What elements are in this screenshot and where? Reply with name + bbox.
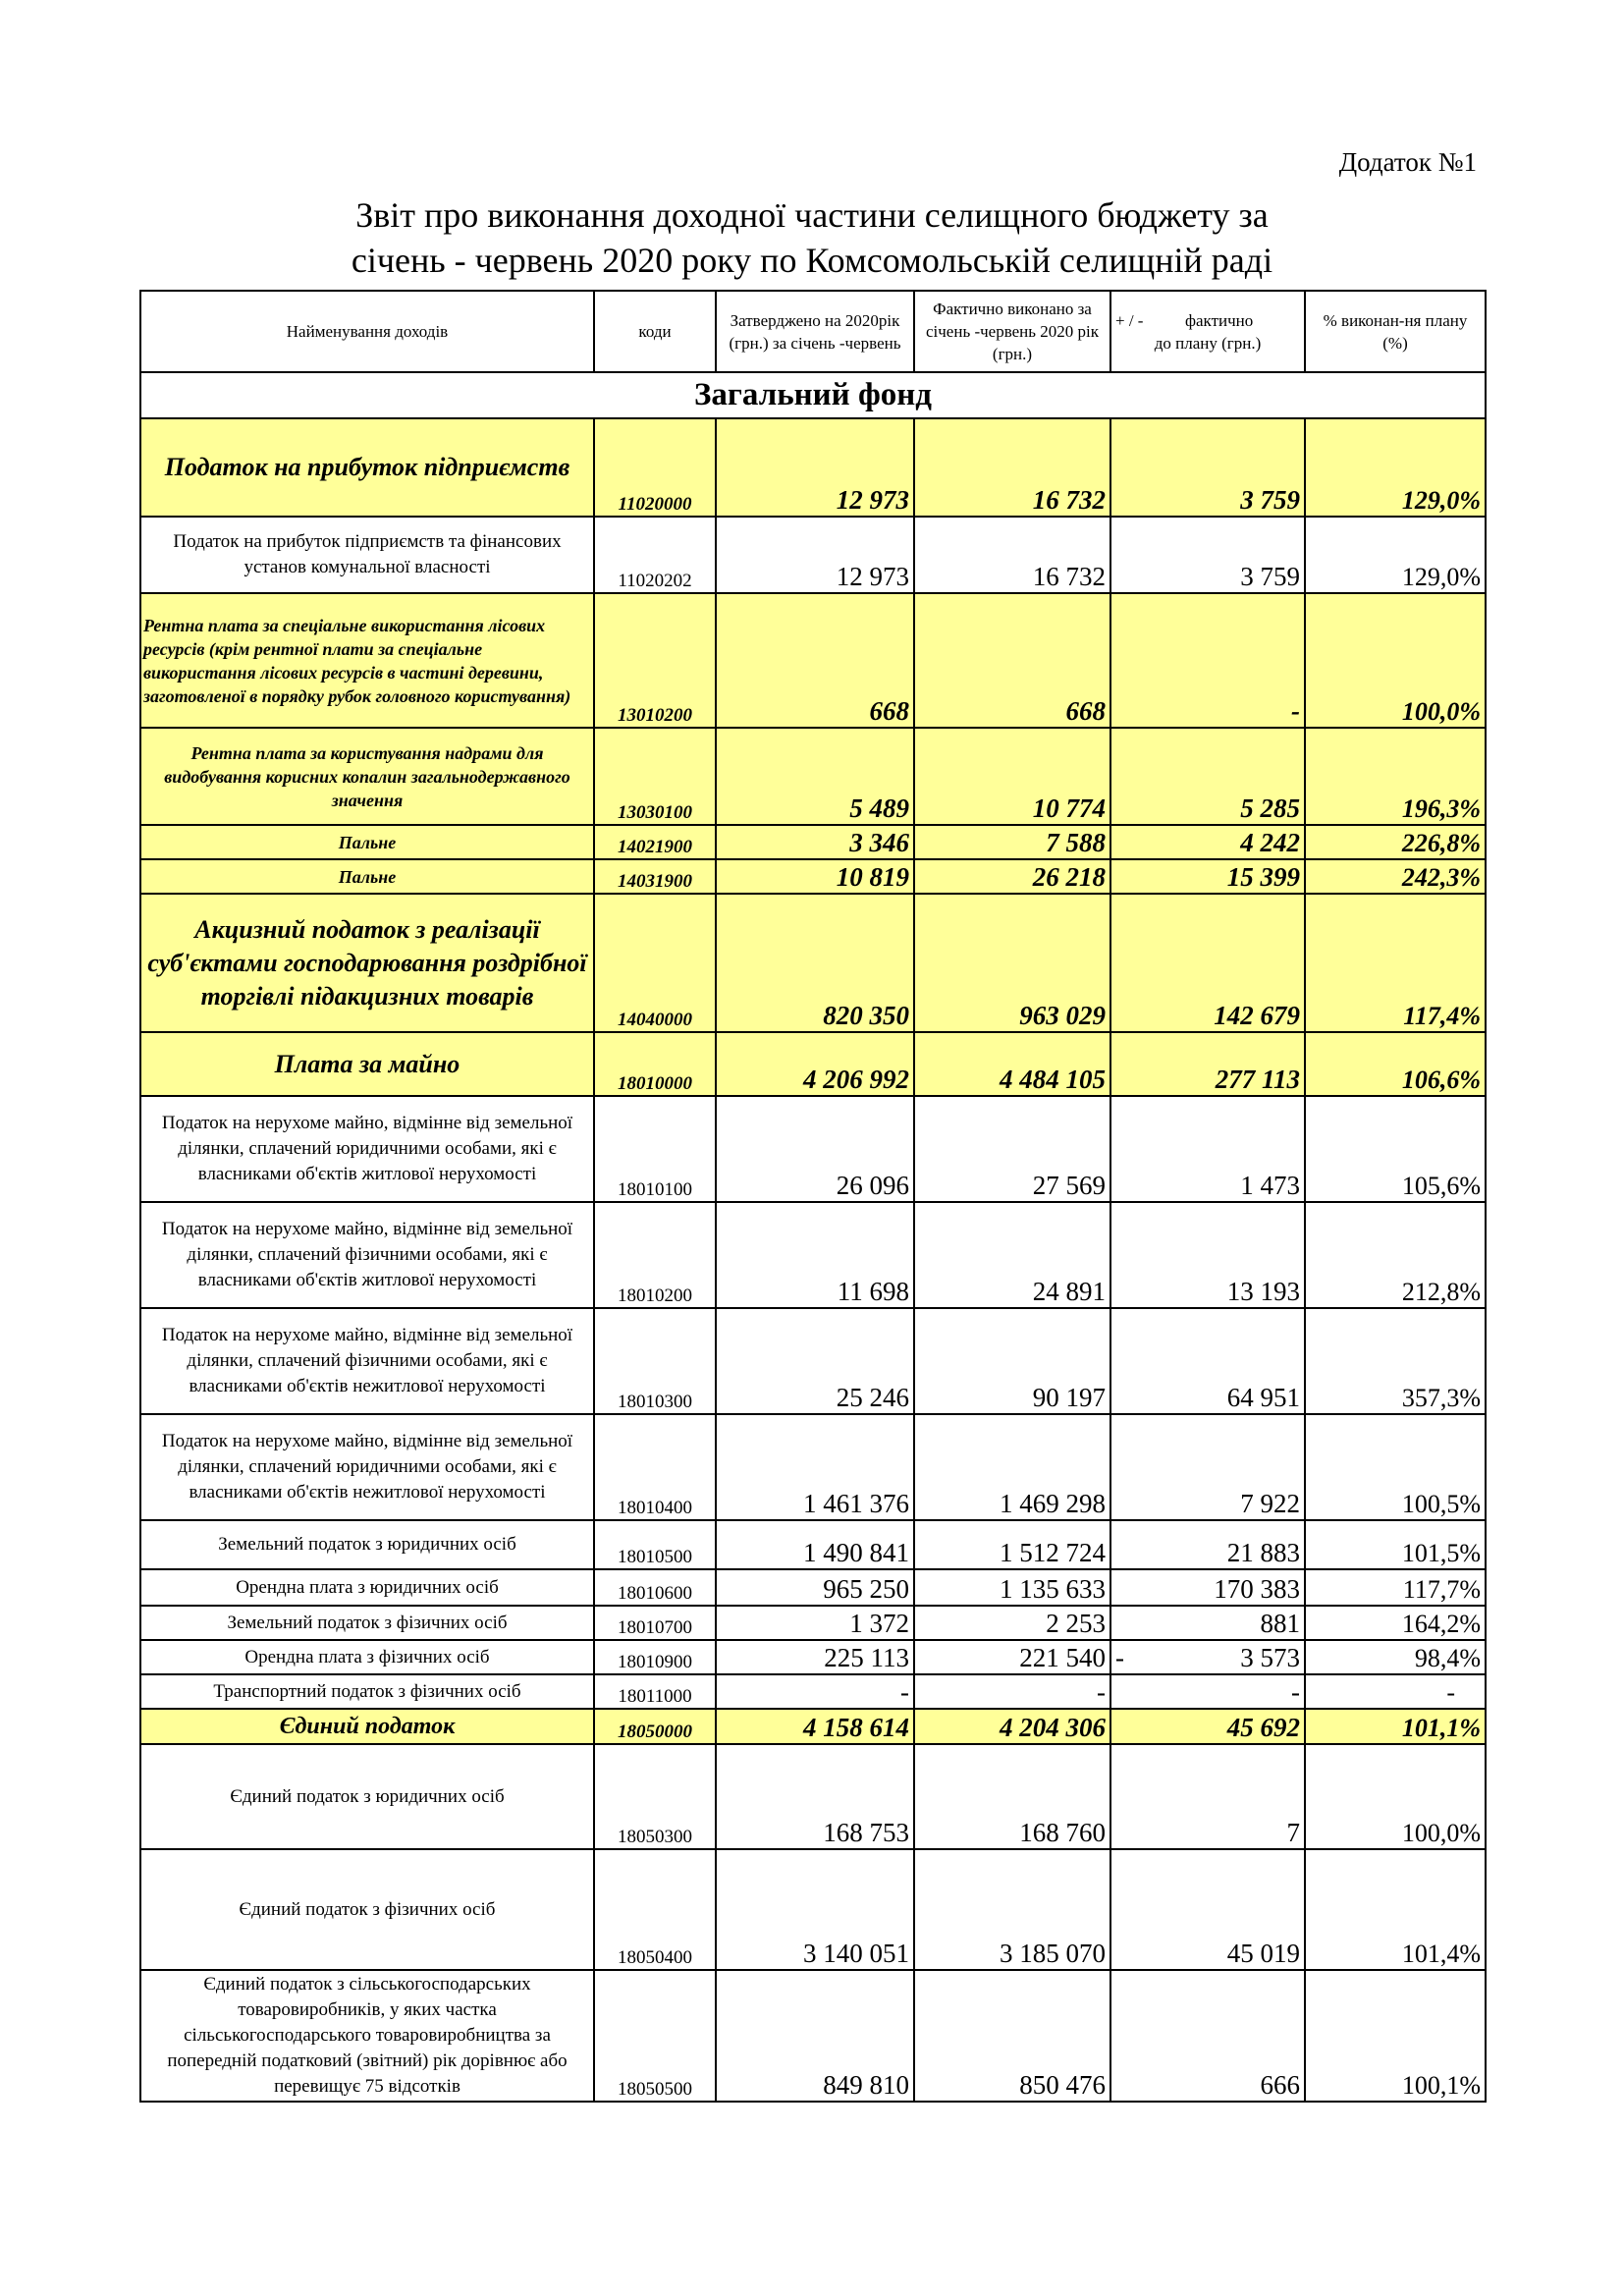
row-approved: 12 973: [716, 418, 914, 517]
table-row: [140, 859, 1486, 894]
row-code: 18011000: [594, 1674, 716, 1709]
header-pct: % виконан-ня плану (%): [1305, 291, 1486, 372]
row-name: Пальне: [140, 825, 594, 859]
table-row: [140, 1849, 1486, 1970]
row-code: 18050300: [594, 1744, 716, 1849]
row-actual: 26 218: [914, 859, 1110, 894]
table-row: [140, 1606, 1486, 1640]
row-actual: 1 512 724: [914, 1520, 1110, 1569]
title-line-1: Звіт про виконання доходної частини селищного бюджету за: [355, 195, 1269, 235]
row-actual: 10 774: [914, 728, 1110, 825]
header-code: коди: [594, 291, 716, 372]
row-pct: 100,0%: [1305, 593, 1486, 728]
table-row: [140, 1096, 1486, 1202]
table-row: [140, 418, 1486, 517]
row-approved: 11 698: [716, 1202, 914, 1308]
row-name: Орендна плата з юридичних осіб: [140, 1569, 594, 1606]
table-row: [140, 1709, 1486, 1744]
header-approved: Затверджено на 2020рік (грн.) за січень -червень: [716, 291, 914, 372]
row-diff: 15 399: [1110, 859, 1305, 894]
row-name: Податок на нерухоме майно, відмінне від земельної ділянки, сплачений фізичними особами, які є власниками об'єктів житлової нерухомості: [140, 1202, 594, 1308]
table-row: [140, 1032, 1486, 1096]
row-actual: 850 476: [914, 1970, 1110, 2102]
row-diff: 142 679: [1110, 894, 1305, 1032]
row-pct: 357,3%: [1305, 1308, 1486, 1414]
row-name: Податок на нерухоме майно, відмінне від земельної ділянки, сплачений юридичними особами, які є власниками об'єктів житлової нерухомості: [140, 1096, 594, 1202]
row-diff: 4 242: [1110, 825, 1305, 859]
row-diff: 170 383: [1110, 1569, 1305, 1606]
row-code: 18010900: [594, 1640, 716, 1674]
row-approved: 5 489: [716, 728, 914, 825]
row-code: 14040000: [594, 894, 716, 1032]
row-actual: 963 029: [914, 894, 1110, 1032]
row-name: Єдиний податок з фізичних осіб: [140, 1849, 594, 1970]
table-row: [140, 1520, 1486, 1569]
row-pct: 117,7%: [1305, 1569, 1486, 1606]
table-row: [140, 517, 1486, 593]
row-pct: 106,6%: [1305, 1032, 1486, 1096]
row-approved: 849 810: [716, 1970, 914, 2102]
table-row: [140, 1414, 1486, 1520]
row-name: Рентна плата за користування надрами для видобування корисних копалин загальнодержавного значення: [140, 728, 594, 825]
row-code: 18010300: [594, 1308, 716, 1414]
row-name: Єдиний податок з юридичних осіб: [140, 1744, 594, 1849]
row-actual: -: [914, 1674, 1110, 1709]
row-pct: 242,3%: [1305, 859, 1486, 894]
row-actual: 7 588: [914, 825, 1110, 859]
row-name: Транспортний податок з фізичних осіб: [140, 1674, 594, 1709]
row-pct: 101,1%: [1305, 1709, 1486, 1744]
row-pct: 196,3%: [1305, 728, 1486, 825]
table-row: [140, 894, 1486, 1032]
row-actual: 90 197: [914, 1308, 1110, 1414]
row-name: Єдиний податок: [140, 1709, 594, 1744]
row-approved: 12 973: [716, 517, 914, 593]
header-diff-line2: до плану (грн.): [1154, 333, 1262, 353]
row-actual: 27 569: [914, 1096, 1110, 1202]
row-code: 14021900: [594, 825, 716, 859]
row-code: 18010400: [594, 1414, 716, 1520]
table-row: [140, 825, 1486, 859]
row-actual: 1 135 633: [914, 1569, 1110, 1606]
row-name: Земельний податок з юридичних осіб: [140, 1520, 594, 1569]
row-name: Податок на прибуток підприємств та фінансових установ комунальної власності: [140, 517, 594, 593]
row-name: Податок на нерухоме майно, відмінне від земельної ділянки, сплачений фізичними особами, які є власниками об'єктів нежитлової нерухомості: [140, 1308, 594, 1414]
row-code: 13030100: [594, 728, 716, 825]
row-name: Пальне: [140, 859, 594, 894]
row-code: 18010100: [594, 1096, 716, 1202]
row-diff: 7 922: [1110, 1414, 1305, 1520]
row-actual: 16 732: [914, 517, 1110, 593]
row-name: Податок на прибуток підприємств: [140, 418, 594, 517]
row-actual: 2 253: [914, 1606, 1110, 1640]
revenue-table: [139, 290, 1487, 2103]
row-diff: 666: [1110, 1970, 1305, 2102]
row-approved: 10 819: [716, 859, 914, 894]
row-name: Податок на нерухоме майно, відмінне від земельної ділянки, сплачений юридичними особами, які є власниками об'єктів нежитлової нерухомості: [140, 1414, 594, 1520]
row-diff: 3 759: [1110, 517, 1305, 593]
table-row: [140, 728, 1486, 825]
row-diff: [1110, 1640, 1305, 1674]
row-actual: 4 204 306: [914, 1709, 1110, 1744]
row-pct: 100,1%: [1305, 1970, 1486, 2102]
row-pct: 129,0%: [1305, 517, 1486, 593]
table-row: [140, 593, 1486, 728]
row-approved: 225 113: [716, 1640, 914, 1674]
row-pct: 98,4%: [1305, 1640, 1486, 1674]
row-code: 18010000: [594, 1032, 716, 1096]
row-code: 18050400: [594, 1849, 716, 1970]
row-actual: 4 484 105: [914, 1032, 1110, 1096]
row-approved: 4 158 614: [716, 1709, 914, 1744]
row-diff: 277 113: [1110, 1032, 1305, 1096]
row-pct: 105,6%: [1305, 1096, 1486, 1202]
row-diff: 45 692: [1110, 1709, 1305, 1744]
row-diff: 1 473: [1110, 1096, 1305, 1202]
row-code: 18050000: [594, 1709, 716, 1744]
row-code: 11020202: [594, 517, 716, 593]
row-code: 18010600: [594, 1569, 716, 1606]
row-actual: 668: [914, 593, 1110, 728]
section-row: [140, 372, 1486, 418]
row-code: 18010700: [594, 1606, 716, 1640]
row-diff: 7: [1110, 1744, 1305, 1849]
row-approved: 3 140 051: [716, 1849, 914, 1970]
row-diff: 13 193: [1110, 1202, 1305, 1308]
header-diff-line1: + / - фактично: [1115, 310, 1254, 330]
table-header-row: [140, 291, 1486, 372]
row-diff: 45 019: [1110, 1849, 1305, 1970]
row-diff: 881: [1110, 1606, 1305, 1640]
row-approved: 820 350: [716, 894, 914, 1032]
table-row: [140, 1202, 1486, 1308]
appendix-label: Додаток №1: [1338, 147, 1477, 177]
table-row: [140, 1308, 1486, 1414]
row-name: Плата за майно: [140, 1032, 594, 1096]
row-approved: 26 096: [716, 1096, 914, 1202]
row-code: 11020000: [594, 418, 716, 517]
row-name: Орендна плата з фізичних осіб: [140, 1640, 594, 1674]
row-code: 18010200: [594, 1202, 716, 1308]
row-diff: 5 285: [1110, 728, 1305, 825]
row-diff: -: [1110, 1674, 1305, 1709]
row-approved: -: [716, 1674, 914, 1709]
header-diff: [1110, 291, 1305, 372]
row-pct: -: [1305, 1674, 1486, 1709]
row-actual: 3 185 070: [914, 1849, 1110, 1970]
row-pct: 129,0%: [1305, 418, 1486, 517]
row-actual: 1 469 298: [914, 1414, 1110, 1520]
row-pct: 101,4%: [1305, 1849, 1486, 1970]
row-approved: 965 250: [716, 1569, 914, 1606]
table-row: [140, 1970, 1486, 2102]
row-approved: 1 372: [716, 1606, 914, 1640]
row-pct: 100,0%: [1305, 1744, 1486, 1849]
table-row: [140, 1569, 1486, 1606]
row-actual: 168 760: [914, 1744, 1110, 1849]
row-pct: 100,5%: [1305, 1414, 1486, 1520]
row-pct: 117,4%: [1305, 894, 1486, 1032]
table-row: [140, 1744, 1486, 1849]
row-code: 13010200: [594, 593, 716, 728]
row-name: Рентна плата за спеціальне використання лісових ресурсів (крім рентної плати за спеціальне використання лісових ресурсів в частині деревини, заготовленої в порядку рубок головного користування): [140, 593, 594, 728]
row-pct: 164,2%: [1305, 1606, 1486, 1640]
row-code: 14031900: [594, 859, 716, 894]
section-title: Загальний фонд: [140, 372, 1486, 418]
title-line-2: січень - червень 2020 року по Комсомольській селищній раді: [351, 241, 1273, 280]
row-pct: 226,8%: [1305, 825, 1486, 859]
row-name: Земельний податок з фізичних осіб: [140, 1606, 594, 1640]
header-name: Найменування доходів: [140, 291, 594, 372]
row-approved: 3 346: [716, 825, 914, 859]
row-diff-value: 3 573: [1240, 1643, 1300, 1672]
row-approved: 1 461 376: [716, 1414, 914, 1520]
row-actual: 221 540: [914, 1640, 1110, 1674]
header-actual: Фактично виконано за січень -червень 2020 рік (грн.): [914, 291, 1110, 372]
row-actual: 16 732: [914, 418, 1110, 517]
row-approved: 25 246: [716, 1308, 914, 1414]
row-name: Єдиний податок з сільськогосподарських товаровиробників, у яких частка сільськогосподарського товаровиробництва за попередній податковий (звітний) рік дорівнює або перевищує 75 відсотків: [140, 1970, 594, 2102]
row-pct: 101,5%: [1305, 1520, 1486, 1569]
table-body: [140, 418, 1486, 2102]
row-pct: 212,8%: [1305, 1202, 1486, 1308]
row-diff: 3 759: [1110, 418, 1305, 517]
row-approved: 168 753: [716, 1744, 914, 1849]
table-row: [140, 1640, 1486, 1674]
table-row: [140, 1674, 1486, 1709]
row-diff-sign: -: [1115, 1643, 1124, 1672]
row-diff: 21 883: [1110, 1520, 1305, 1569]
row-code: 18050500: [594, 1970, 716, 2102]
row-approved: 668: [716, 593, 914, 728]
row-approved: 1 490 841: [716, 1520, 914, 1569]
row-approved: 4 206 992: [716, 1032, 914, 1096]
row-diff: 64 951: [1110, 1308, 1305, 1414]
report-title: [0, 192, 1624, 283]
row-name: Акцизний податок з реалізації суб'єктами господарювання роздрібної торгівлі підакцизних товарів: [140, 894, 594, 1032]
row-actual: 24 891: [914, 1202, 1110, 1308]
row-diff: -: [1110, 593, 1305, 728]
row-code: 18010500: [594, 1520, 716, 1569]
